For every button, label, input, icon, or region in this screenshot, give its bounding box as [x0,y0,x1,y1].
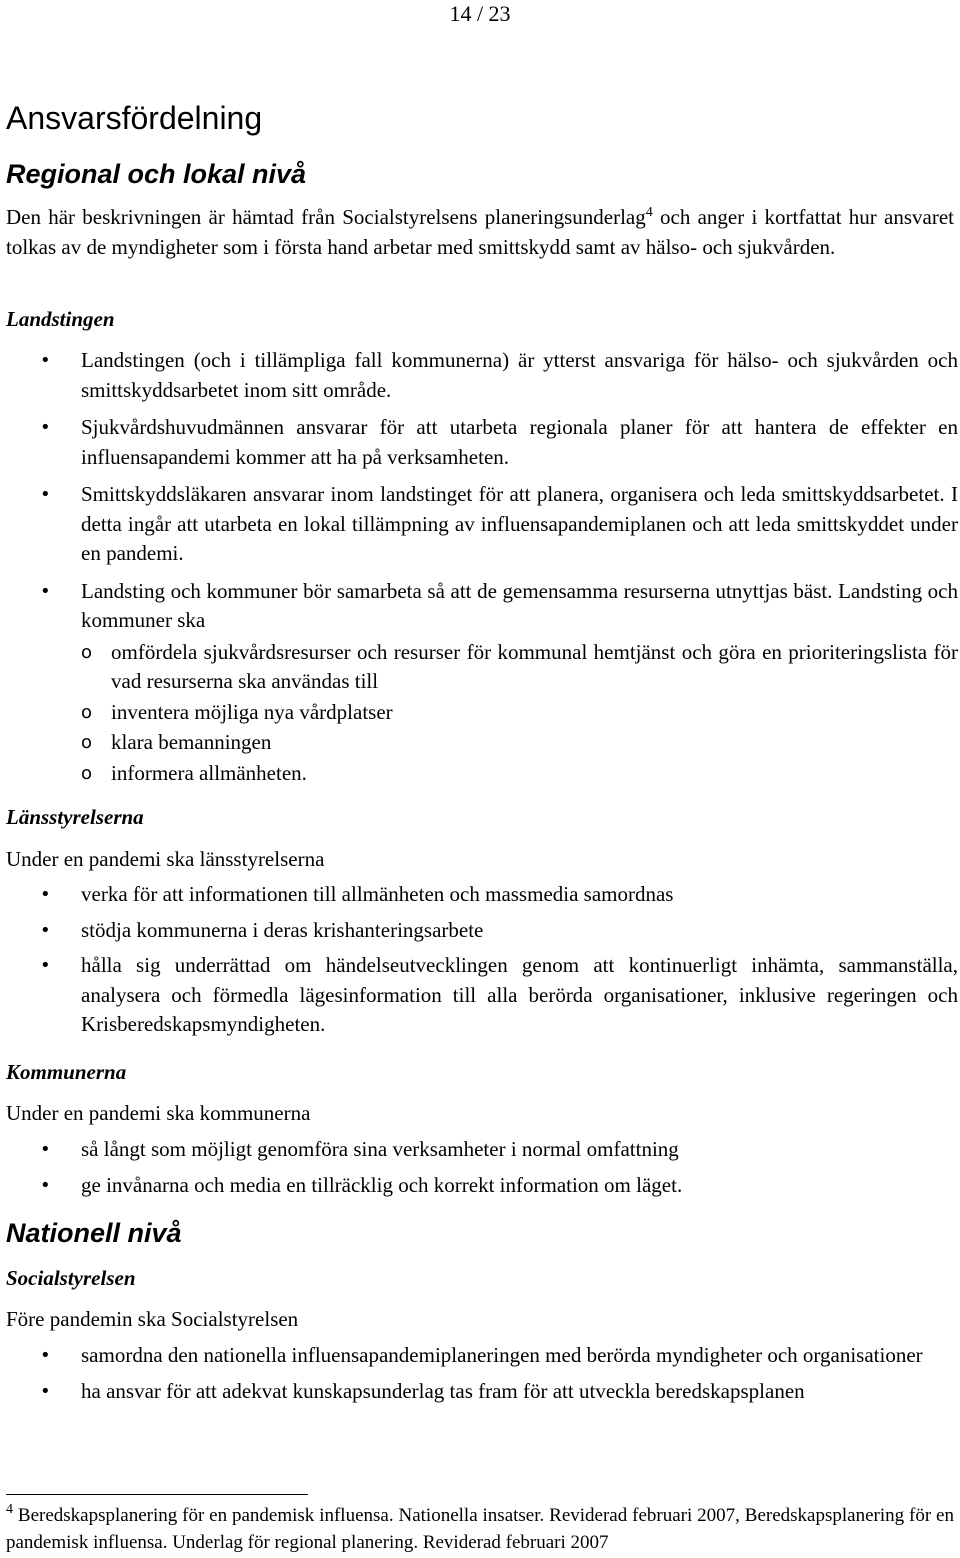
heading-kommunerna: Kommunerna [6,1060,127,1084]
footnote-number: 4 [6,1502,13,1517]
list-item: • verka för att informationen till allmänheten och massmedia samordnas [40,880,958,910]
list-item [40,577,958,789]
list-item: • Sjukvårdshuvudmännen ansvarar för att utarbeta regionala planer för att hantera de effekter en influensapandemi kommer att ha på verksamheten. [40,413,958,472]
list-item: • Smittskyddsläkaren ansvarar inom landstinget för att planera, organisera och leda smittskyddsarbetet. I detta ingår att utarbeta en lokal tillämpning av influensapandemiplanen och att leda smittskyddet under en pandemi. [40,480,958,569]
list-item: • ha ansvar för att adekvat kunskapsunderlag tas fram för att utveckla beredskapsplanen [40,1377,958,1407]
list-item: • ge invånarna och media en tillräcklig och korrekt information om läget. [40,1171,958,1201]
intro-text-post: och anger i kortfattat hur ansvaret tolkas av de myndigheter som i första hand arbetar med smittskydd samt av hälso- och sjukvården. [6,205,954,259]
sub-list-item: o omfördela sjukvårdsresurser och resurser för kommunal hemtjänst och göra en prioriteringslista för vad resurserna ska användas till [81,638,958,697]
lansstyrelserna-list [40,880,958,1040]
heading-regional: Regional och lokal nivå [6,159,307,189]
page-number: 14 / 23 [449,1,511,26]
footnote-ref: 4 [645,205,653,220]
heading-nationell: Nationell nivå [6,1218,182,1248]
list-item: • samordna den nationella influensapandemiplaneringen med berörda myndigheter och organisationer [40,1341,958,1371]
landstingen-list [40,346,958,788]
socialstyrelsen-intro: Före pandemin ska Socialstyrelsen [6,1307,299,1331]
list-item: • Landstingen (och i tillämpliga fall kommunerna) är ytterst ansvariga för hälso- och sjukvården och smittskyddsarbetet inom sitt område. [40,346,958,405]
list-item-text: Landsting och kommuner bör samarbeta så att de gemensamma resurserna utnyttjas bäst. Landsting och kommuner ska [81,578,958,632]
heading-lansstyrelserna: Länsstyrelserna [6,805,144,829]
intro-text-pre: Den här beskrivningen är hämtad från Socialstyrelsens planeringsunderlag [6,205,646,229]
lansstyrelserna-intro: Under en pandemi ska länsstyrelserna [6,847,325,871]
landstingen-sublist [81,638,958,789]
footnote-divider [6,1494,308,1495]
sub-list-item: o klara bemanningen [81,728,958,758]
kommunerna-intro: Under en pandemi ska kommunerna [6,1101,311,1125]
heading-landstingen: Landstingen [6,307,115,331]
list-item: • hålla sig underrättad om händelseutvecklingen genom att kontinuerligt inhämta, sammanställa, analysera och förmedla lägesinformation till alla berörda organisationer, inklusive regeringen och Krisberedskapsmyndigheten. [40,951,958,1040]
intro-paragraph [6,203,954,262]
footnote [6,1502,954,1556]
footnote-text: Beredskapsplanering för en pandemisk influensa. Nationella insatser. Reviderad februari 2007, Beredskapsplanering för en pandemisk influensa. Underlag för regional planering. Reviderad februari 2007 [6,1505,954,1553]
kommunerna-list [40,1135,958,1200]
list-item: • så långt som möjligt genomföra sina verksamheter i normal omfattning [40,1135,958,1165]
list-item: • stödja kommunerna i deras krishanteringsarbete [40,916,958,946]
socialstyrelsen-list [40,1341,958,1406]
page-title: Ansvarsfördelning [6,100,263,136]
sub-list-item: o informera allmänheten. [81,759,958,789]
heading-socialstyrelsen: Socialstyrelsen [6,1266,136,1290]
sub-list-item: o inventera möjliga nya vårdplatser [81,698,958,728]
